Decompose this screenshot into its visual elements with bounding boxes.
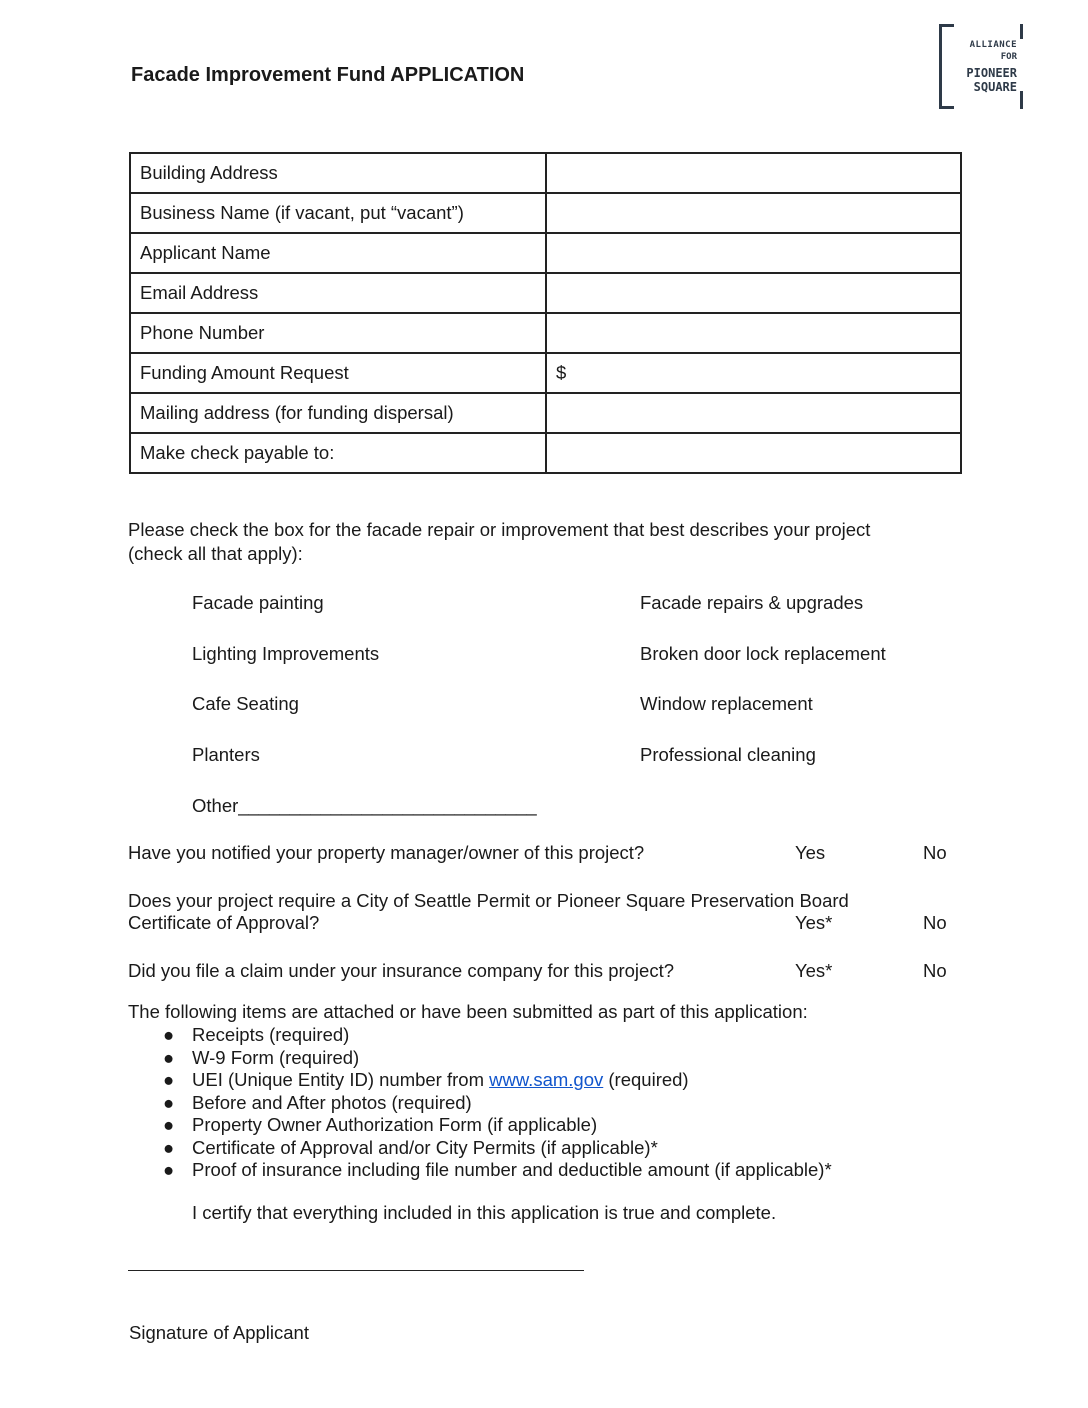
list-item: ● Property Owner Authorization Form (if applicable) [163, 1114, 598, 1135]
answer-yes[interactable]: Yes* [795, 912, 833, 933]
phone-number-field[interactable] [546, 313, 961, 353]
option-other[interactable]: Other_____________________________ [192, 795, 537, 816]
list-item: ● UEI (Unique Entity ID) number from www.sam.gov (required) [163, 1069, 689, 1090]
attachments-section [128, 1000, 832, 1182]
mailing-address-field[interactable] [546, 393, 961, 433]
logo-line-4: SQUARE [973, 80, 1017, 94]
check-payable-label: Make check payable to: [130, 433, 546, 473]
answer-yes[interactable]: Yes* [795, 960, 833, 981]
table-row [130, 353, 961, 393]
mailing-address-label: Mailing address (for funding dispersal) [130, 393, 546, 433]
business-name-label: Business Name (if vacant, put “vacant”) [130, 193, 546, 233]
answer-no[interactable]: No [923, 842, 947, 863]
check-payable-field[interactable] [546, 433, 961, 473]
option-planters[interactable]: Planters [192, 744, 260, 765]
table-row [130, 433, 961, 473]
table-row [130, 393, 961, 433]
list-item: ● Certificate of Approval and/or City Permits (if applicable)* [163, 1136, 658, 1158]
option-lighting-improvements[interactable]: Lighting Improvements [192, 643, 380, 664]
table-row [130, 233, 961, 273]
email-address-field[interactable] [546, 273, 961, 313]
bullet-icon: ● [163, 1114, 175, 1135]
funding-amount-field[interactable]: $ [546, 353, 961, 393]
business-name-field[interactable] [546, 193, 961, 233]
option-facade-repairs[interactable]: Facade repairs & upgrades [640, 592, 864, 613]
question-permit-line-1: Does your project require a City of Seattle Permit or Pioneer Square Preservation Board [128, 890, 849, 911]
signature-label: Signature of Applicant [129, 1322, 309, 1343]
checklist-instruction: Please check the box for the facade repair or improvement that best describes your project (check all that apply): [128, 519, 871, 564]
bullet-icon: ● [163, 1069, 175, 1090]
logo-line-2: FOR [1000, 52, 1017, 62]
applicant-name-label: Applicant Name [130, 233, 546, 273]
logo-line-1: ALLIANCE [969, 40, 1017, 50]
list-item: ● Receipts (required) [163, 1024, 350, 1045]
page-title: Facade Improvement Fund APPLICATION [131, 64, 525, 86]
option-cafe-seating[interactable]: Cafe Seating [192, 693, 299, 714]
option-window-replacement[interactable]: Window replacement [640, 693, 813, 714]
bullet-icon: ● [163, 1159, 175, 1180]
bullet-icon: ● [163, 1046, 175, 1068]
attachments-list [128, 1024, 832, 1182]
attachments-intro: The following items are attached or have been submitted as part of this application: [128, 1001, 808, 1022]
signature-line[interactable] [128, 1270, 584, 1271]
list-item: ● Proof of insurance including file number and deductible amount (if applicable)* [163, 1159, 832, 1180]
logo-line-3: PIONEER [966, 66, 1017, 80]
question-notified-owner: Have you notified your property manager/owner of this project? [128, 842, 645, 863]
funding-amount-label: Funding Amount Request [130, 353, 546, 393]
question-insurance-claim: Did you file a claim under your insurance company for this project? [128, 960, 675, 981]
option-professional-cleaning[interactable]: Professional cleaning [640, 744, 816, 765]
table-row [130, 153, 961, 193]
question-permit-line-2: Certificate of Approval? [128, 912, 320, 933]
bullet-icon: ● [163, 1136, 175, 1158]
applicant-name-field[interactable] [546, 233, 961, 273]
phone-number-label: Phone Number [130, 313, 546, 353]
option-facade-painting[interactable]: Facade painting [192, 592, 324, 613]
table-row [130, 273, 961, 313]
building-address-label: Building Address [130, 153, 546, 193]
option-door-lock-replacement[interactable]: Broken door lock replacement [640, 643, 886, 664]
certification-statement: I certify that everything included in this application is true and complete. [192, 1202, 777, 1223]
alliance-for-pioneer-square-logo [939, 24, 1023, 109]
answer-no[interactable]: No [923, 960, 947, 981]
email-address-label: Email Address [130, 273, 546, 313]
answer-yes[interactable]: Yes [795, 842, 826, 863]
answer-no[interactable]: No [923, 912, 947, 933]
building-address-field[interactable] [546, 153, 961, 193]
sam-gov-link[interactable]: www.sam.gov [489, 1069, 604, 1090]
application-info-table [129, 152, 962, 474]
list-item: ● Before and After photos (required) [163, 1091, 472, 1113]
bullet-icon: ● [163, 1091, 175, 1113]
bullet-icon: ● [163, 1024, 175, 1045]
table-row [130, 193, 961, 233]
table-row [130, 313, 961, 353]
list-item: ● W-9 Form (required) [163, 1046, 360, 1068]
